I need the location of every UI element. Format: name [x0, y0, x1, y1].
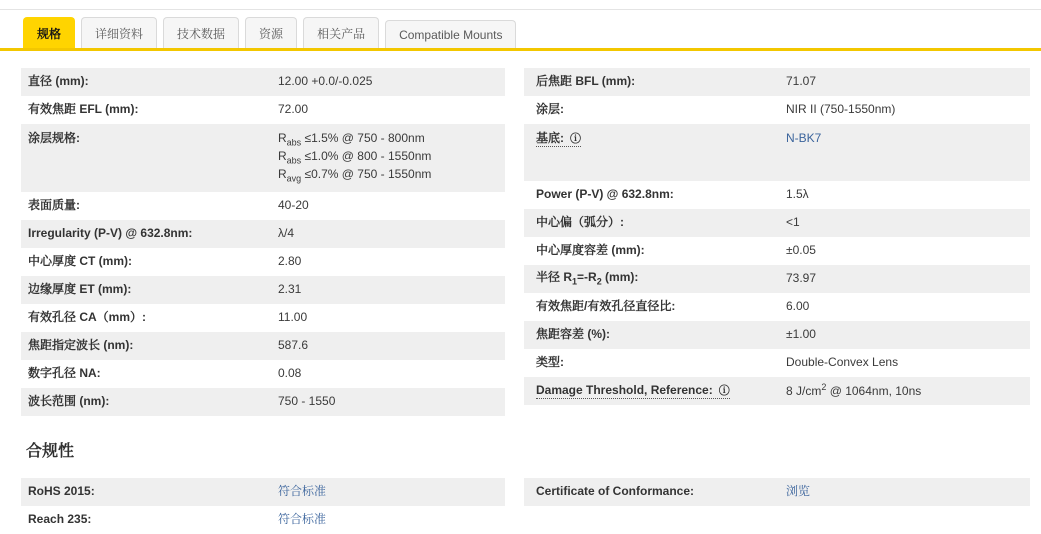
spec-table-left: [21, 68, 505, 416]
spec-value: 72.00: [278, 102, 309, 117]
spec-label: 波长范围 (nm):: [28, 394, 110, 409]
spec-row: [524, 321, 1030, 349]
spec-value: 6.00: [786, 299, 810, 314]
spec-value: 71.07: [786, 74, 817, 89]
spec-label: RoHS 2015:: [28, 484, 95, 499]
spec-row: [524, 293, 1030, 321]
tab-resources[interactable]: 资源: [245, 17, 297, 48]
tab-related-products[interactable]: 相关产品: [303, 17, 379, 48]
spec-value: <1: [786, 215, 800, 230]
spec-row: [21, 248, 505, 276]
tab-compatible-mounts[interactable]: Compatible Mounts: [385, 20, 516, 48]
spec-row: [21, 96, 505, 124]
spec-row: [21, 304, 505, 332]
spec-row: [524, 478, 1030, 506]
spec-label: 边缘厚度 ET (mm):: [28, 282, 132, 297]
spec-value: 73.97: [786, 271, 817, 286]
spec-label: 中心厚度 CT (mm):: [28, 254, 132, 269]
spec-label: 中心厚度容差 (mm):: [536, 243, 645, 258]
info-icon[interactable]: ⓘ: [567, 133, 582, 145]
spec-label: [536, 383, 786, 399]
spec-row: [21, 192, 505, 220]
spec-value-link[interactable]: 浏览: [786, 484, 811, 499]
spec-value: $R_{abs} \le 1.5\%$ @ 750 - 800nm $R_{abs} \le 1.0\%$ @ 800 - 1550nm $R_{avg} \le 0.7\%$ @ 750 - 1550nm: [278, 131, 432, 184]
spec-row: [524, 124, 1030, 181]
spec-row: [524, 209, 1030, 237]
spec-row: [524, 237, 1030, 265]
spec-row: [21, 360, 505, 388]
spec-label: 有效焦距/有效孔径直径比:: [536, 299, 676, 314]
compliance-area: [21, 478, 1030, 534]
tab-specs[interactable]: 规格: [23, 17, 75, 48]
spec-value: 1.5λ: [786, 187, 809, 202]
spec-row: [21, 332, 505, 360]
spec-label: 类型:: [536, 355, 564, 370]
spec-value: 12.00 +0.0/-0.025: [278, 74, 373, 89]
spec-row: [21, 388, 505, 416]
spec-value-link[interactable]: 符合标准: [278, 512, 327, 527]
spec-label: 焦距指定波长 (nm):: [28, 338, 134, 353]
compliance-title: 合规性: [26, 443, 75, 461]
spec-value: 750 - 1550: [278, 394, 336, 409]
spec-label: 涂层:: [536, 102, 564, 117]
compliance-table-right: [524, 478, 1030, 534]
spec-value: Double-Convex Lens: [786, 355, 899, 370]
spec-label: 后焦距 BFL (mm):: [536, 74, 636, 89]
spec-label: 涂层规格:: [28, 131, 80, 145]
spec-value: ±0.05: [786, 243, 816, 258]
tab-bar: [0, 17, 1041, 51]
spec-value: 40-20: [278, 198, 309, 213]
spec-value-link[interactable]: N-BK7: [786, 131, 822, 145]
spec-row: [524, 377, 1030, 405]
spec-row: [21, 478, 505, 506]
spec-label: 有效孔径 CA（mm）:: [28, 310, 147, 325]
spec-value: 2.80: [278, 254, 302, 269]
spec-value: 0.08: [278, 366, 302, 381]
spec-label: 表面质量:: [28, 198, 80, 213]
spec-area: [21, 68, 1030, 416]
info-icon[interactable]: ⓘ: [715, 385, 730, 398]
spec-value-link[interactable]: 符合标准: [278, 484, 327, 499]
spec-label: 中心偏（弧分）:: [536, 215, 624, 230]
spec-label: 半径 $R_1=-R_2$ (mm):: [536, 269, 639, 287]
spec-row: [21, 506, 505, 534]
spec-row: [524, 349, 1030, 377]
spec-value: 587.6: [278, 338, 309, 353]
spec-row: [524, 181, 1030, 209]
spec-row: [524, 265, 1030, 293]
top-divider: [0, 9, 1041, 10]
spec-label: [536, 131, 786, 147]
tab-details[interactable]: 详细资料: [81, 17, 157, 48]
spec-label: 数字孔径 NA:: [28, 366, 101, 381]
spec-value: 11.00: [278, 310, 308, 325]
spec-value: 2.31: [278, 282, 302, 297]
spec-label: 有效焦距 EFL (mm):: [28, 102, 139, 117]
spec-label: 焦距容差 (%):: [536, 327, 610, 342]
tooltip-label[interactable]: 基底: ⓘ: [536, 131, 582, 145]
spec-label: 直径 (mm):: [28, 74, 89, 89]
compliance-table-left: [21, 478, 505, 534]
spec-value: NIR II (750-1550nm): [786, 102, 896, 117]
spec-value: λ/4: [278, 226, 295, 241]
spec-value: 8 $J/cm^2$ @ 1064nm, 10ns: [786, 382, 922, 399]
tooltip-label[interactable]: Damage Threshold, Reference: ⓘ: [536, 383, 730, 398]
spec-label: Certificate of Conformance:: [536, 484, 695, 499]
spec-table-right: [524, 68, 1030, 416]
spec-row: [524, 96, 1030, 124]
spec-row: [21, 276, 505, 304]
spec-value: ±1.00: [786, 327, 816, 342]
spec-row: [21, 68, 505, 96]
spec-label: Reach 235:: [28, 512, 92, 527]
spec-row: [524, 68, 1030, 96]
spec-label: Power (P-V) @ 632.8nm:: [536, 187, 674, 202]
spec-label: Irregularity (P-V) @ 632.8nm:: [28, 226, 193, 241]
spec-row: [21, 220, 505, 248]
tab-tech-data[interactable]: 技术数据: [163, 17, 239, 48]
spec-row: [21, 124, 505, 192]
